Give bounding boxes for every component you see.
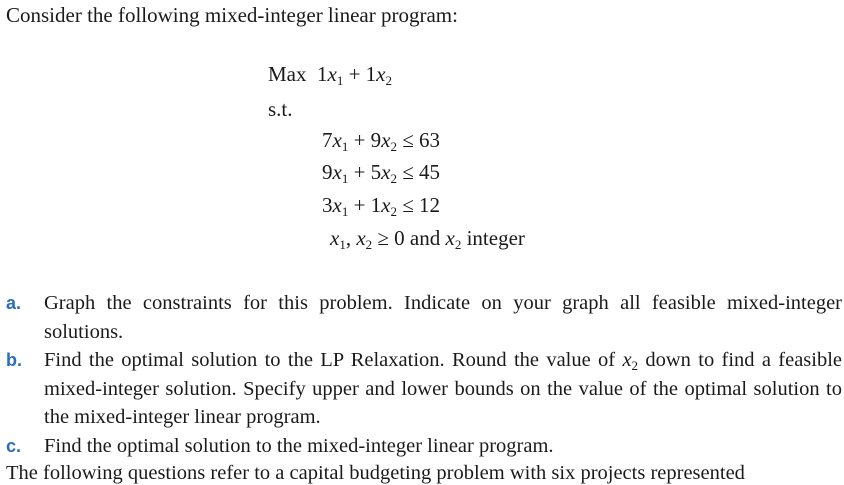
question-letter: a. bbox=[6, 293, 22, 313]
question-b bbox=[6, 346, 842, 432]
question-text: Graph the constraints for this problem. Indicate on your graph all feasible mixed-integer solutions. bbox=[44, 292, 842, 343]
var-sub: 2 bbox=[365, 237, 373, 252]
var-sub: 1 bbox=[341, 139, 349, 154]
plus-sign: + bbox=[353, 193, 366, 217]
constraint-row bbox=[322, 193, 440, 218]
constraint-coef1: 3 bbox=[322, 193, 333, 217]
constraint-coef1: 7 bbox=[322, 128, 333, 152]
question-text-before: Find the optimal solution to the LP Relaxation. Round the value of bbox=[44, 349, 616, 371]
constraint-relation: ≤ bbox=[402, 160, 414, 184]
constraint-coef2: 1 bbox=[370, 193, 382, 217]
var-sub: 2 bbox=[454, 237, 462, 252]
var-sub: 1 bbox=[341, 171, 349, 186]
constraint-coef2: 5 bbox=[370, 160, 382, 184]
nonnegativity-row: $x_1$, $x_2 \ge 0$ and $x_2$ integer bbox=[330, 226, 525, 252]
var-x: x bbox=[332, 193, 342, 217]
plus-sign: + bbox=[353, 160, 366, 184]
question-letter: c. bbox=[6, 435, 22, 456]
var-x: x bbox=[381, 193, 391, 217]
question-a bbox=[6, 289, 842, 346]
integer-word: integer bbox=[466, 226, 525, 250]
var-x: x bbox=[381, 160, 391, 184]
constraint-rhs: 12 bbox=[419, 193, 441, 217]
question-list bbox=[6, 289, 842, 460]
constraint-coef2: 9 bbox=[370, 128, 382, 152]
objective-var2: x bbox=[376, 62, 386, 86]
objective-coef1: 1 bbox=[317, 62, 328, 86]
constraint-row bbox=[322, 128, 440, 153]
question-text-after: down to find a feasible mixed-integer solution. Specify upper and lower bounds on the value of the optimal solution to the mixed-integer linear program. bbox=[44, 349, 843, 428]
var-sub: 2 bbox=[390, 171, 397, 186]
constraint-relation: ≤ bbox=[402, 128, 414, 152]
objective-row bbox=[268, 62, 392, 87]
var-sub: 1 bbox=[341, 204, 349, 219]
var-x: x bbox=[622, 349, 632, 371]
var-x: x bbox=[445, 226, 455, 250]
intro-text: Consider the following mixed-integer linear program: bbox=[6, 3, 458, 27]
var-x: x bbox=[356, 226, 366, 250]
constraint-rhs: 45 bbox=[419, 160, 441, 184]
var-sub: 2 bbox=[390, 204, 397, 219]
objective-coef2: 1 bbox=[365, 62, 377, 86]
nonneg-text: ≥ 0 and bbox=[377, 226, 441, 250]
objective-sub2: 2 bbox=[385, 73, 392, 88]
cutoff-text: The following questions refer to a capital budgeting problem with six projects represented bbox=[6, 462, 745, 484]
var-x: x bbox=[332, 128, 342, 152]
objective-plus: + bbox=[348, 62, 361, 86]
constraint-relation: ≤ bbox=[402, 193, 414, 217]
var-x: x bbox=[332, 160, 342, 184]
constraint-row bbox=[322, 160, 440, 185]
constraint-coef1: 9 bbox=[322, 160, 333, 184]
constraint-rhs: 63 bbox=[419, 128, 441, 152]
objective-sense: Max bbox=[268, 62, 307, 86]
question-text: Find the optimal solution to the mixed-integer linear program. bbox=[44, 434, 554, 457]
subject-to-label: s.t. bbox=[268, 97, 293, 121]
var-x: x bbox=[330, 226, 340, 250]
question-text bbox=[44, 349, 842, 428]
var-sub: 1 bbox=[339, 237, 346, 252]
var-sub: 2 bbox=[631, 358, 639, 373]
var-sub: 2 bbox=[390, 139, 397, 154]
var-x: x bbox=[381, 128, 391, 152]
objective-sub1: 1 bbox=[336, 73, 344, 88]
question-letter: b. bbox=[6, 350, 22, 370]
question-c bbox=[6, 432, 842, 461]
plus-sign: + bbox=[353, 128, 366, 152]
objective-var1: x bbox=[327, 62, 337, 86]
